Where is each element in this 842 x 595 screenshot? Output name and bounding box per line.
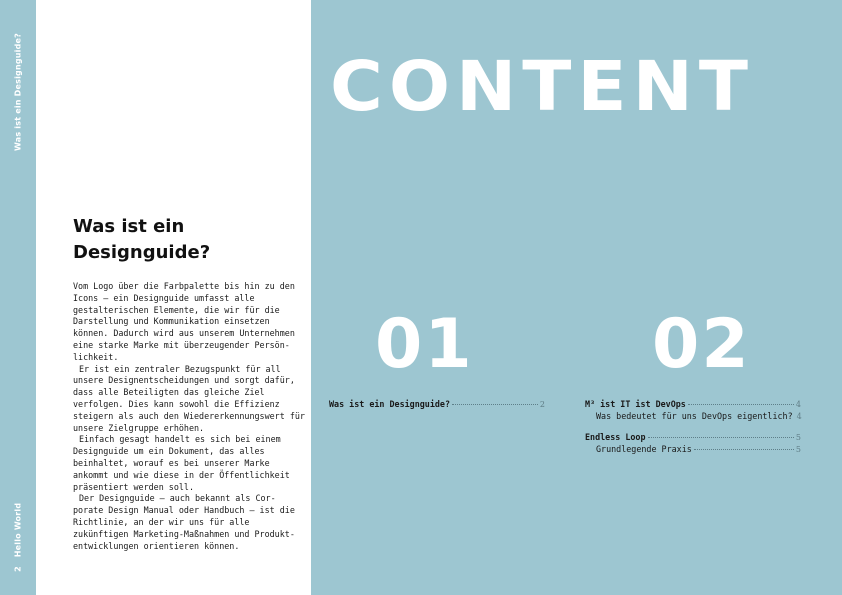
toc-entry[interactable] bbox=[329, 399, 545, 411]
toc-subentry-label: Was bedeutet für uns DevOps eigentlich? bbox=[596, 410, 793, 421]
toc-entry-label: Was ist ein Designguide? bbox=[329, 399, 451, 409]
paragraph: Einfach gesagt handelt es sich bei einem Designguide um ein Dokument, das alles beinhaltet, worauf es bei unserer Marke ankommt und wie diese in der Öffentlichkeit präsentiert werden soll. bbox=[73, 434, 290, 492]
content-title: CONTENT bbox=[330, 46, 754, 126]
heading-line-1: Was ist ein bbox=[73, 216, 185, 237]
page-number: 2 bbox=[13, 566, 23, 572]
paragraph: Er ist ein zentraler Bezugspunkt für all unsere Designentscheidungen und sorgt dafür, dass alle Beteiligten das gleiche Ziel verfolgen. Dies kann sowohl die Effizienz steigern als auch den Wiedererkennungswert für unsere Zielgruppe erhöhen. bbox=[73, 363, 305, 433]
chapter-number-02: 02 bbox=[652, 305, 751, 384]
toc-entry-page: 4 bbox=[795, 400, 801, 409]
toc-subentry[interactable] bbox=[585, 444, 801, 456]
page-heading bbox=[73, 214, 293, 266]
toc-entry[interactable] bbox=[585, 399, 801, 411]
toc-entry-page: 2 bbox=[539, 400, 545, 409]
toc-leader-dots bbox=[694, 449, 794, 450]
toc-leader-dots bbox=[648, 437, 794, 438]
toc-leader-dots bbox=[452, 404, 538, 405]
toc-leader-dots bbox=[688, 404, 794, 405]
toc-entry-page: 5 bbox=[795, 433, 801, 442]
toc-entry[interactable] bbox=[585, 432, 801, 444]
toc-chapter-1 bbox=[329, 399, 545, 411]
sidebar-footer: Hello World bbox=[13, 502, 23, 558]
sidebar bbox=[0, 0, 36, 595]
heading-line-2: Designguide? bbox=[73, 242, 211, 263]
body-text bbox=[73, 281, 305, 552]
chapter-number-01: 01 bbox=[375, 305, 474, 384]
toc-subentry[interactable] bbox=[585, 411, 801, 423]
paragraph: Der Designguide – auch bekannt als Cor-porate Design Manual oder Handbuch – ist die Richtlinie, an der wir uns für alle zukünftigen Marketing-Maßnahmen und Produkt-entwicklungen orientieren können. bbox=[73, 493, 295, 551]
paragraph: Vom Logo über die Farbpalette bis hin zu den Icons – ein Designguide umfasst alle gestalterischen Elemente, die wir für die Darstellung und Kommunikation einsetzen können. Dadurch wird aus unserem Unternehmen eine starke Marke mit überzeugender Persön-lichkeit. bbox=[73, 281, 295, 362]
toc-subentry-label: Grundlegende Praxis bbox=[596, 443, 692, 454]
sidebar-title: Was ist ein Designguide? bbox=[13, 33, 23, 151]
toc-entry-label: M³ ist IT ist DevOps bbox=[585, 399, 686, 409]
toc-entry-label: Endless Loop bbox=[585, 432, 646, 442]
toc-subentry-page: 5 bbox=[795, 444, 801, 454]
toc-chapter-2 bbox=[585, 399, 801, 455]
toc-subentry-page: 4 bbox=[796, 411, 802, 421]
